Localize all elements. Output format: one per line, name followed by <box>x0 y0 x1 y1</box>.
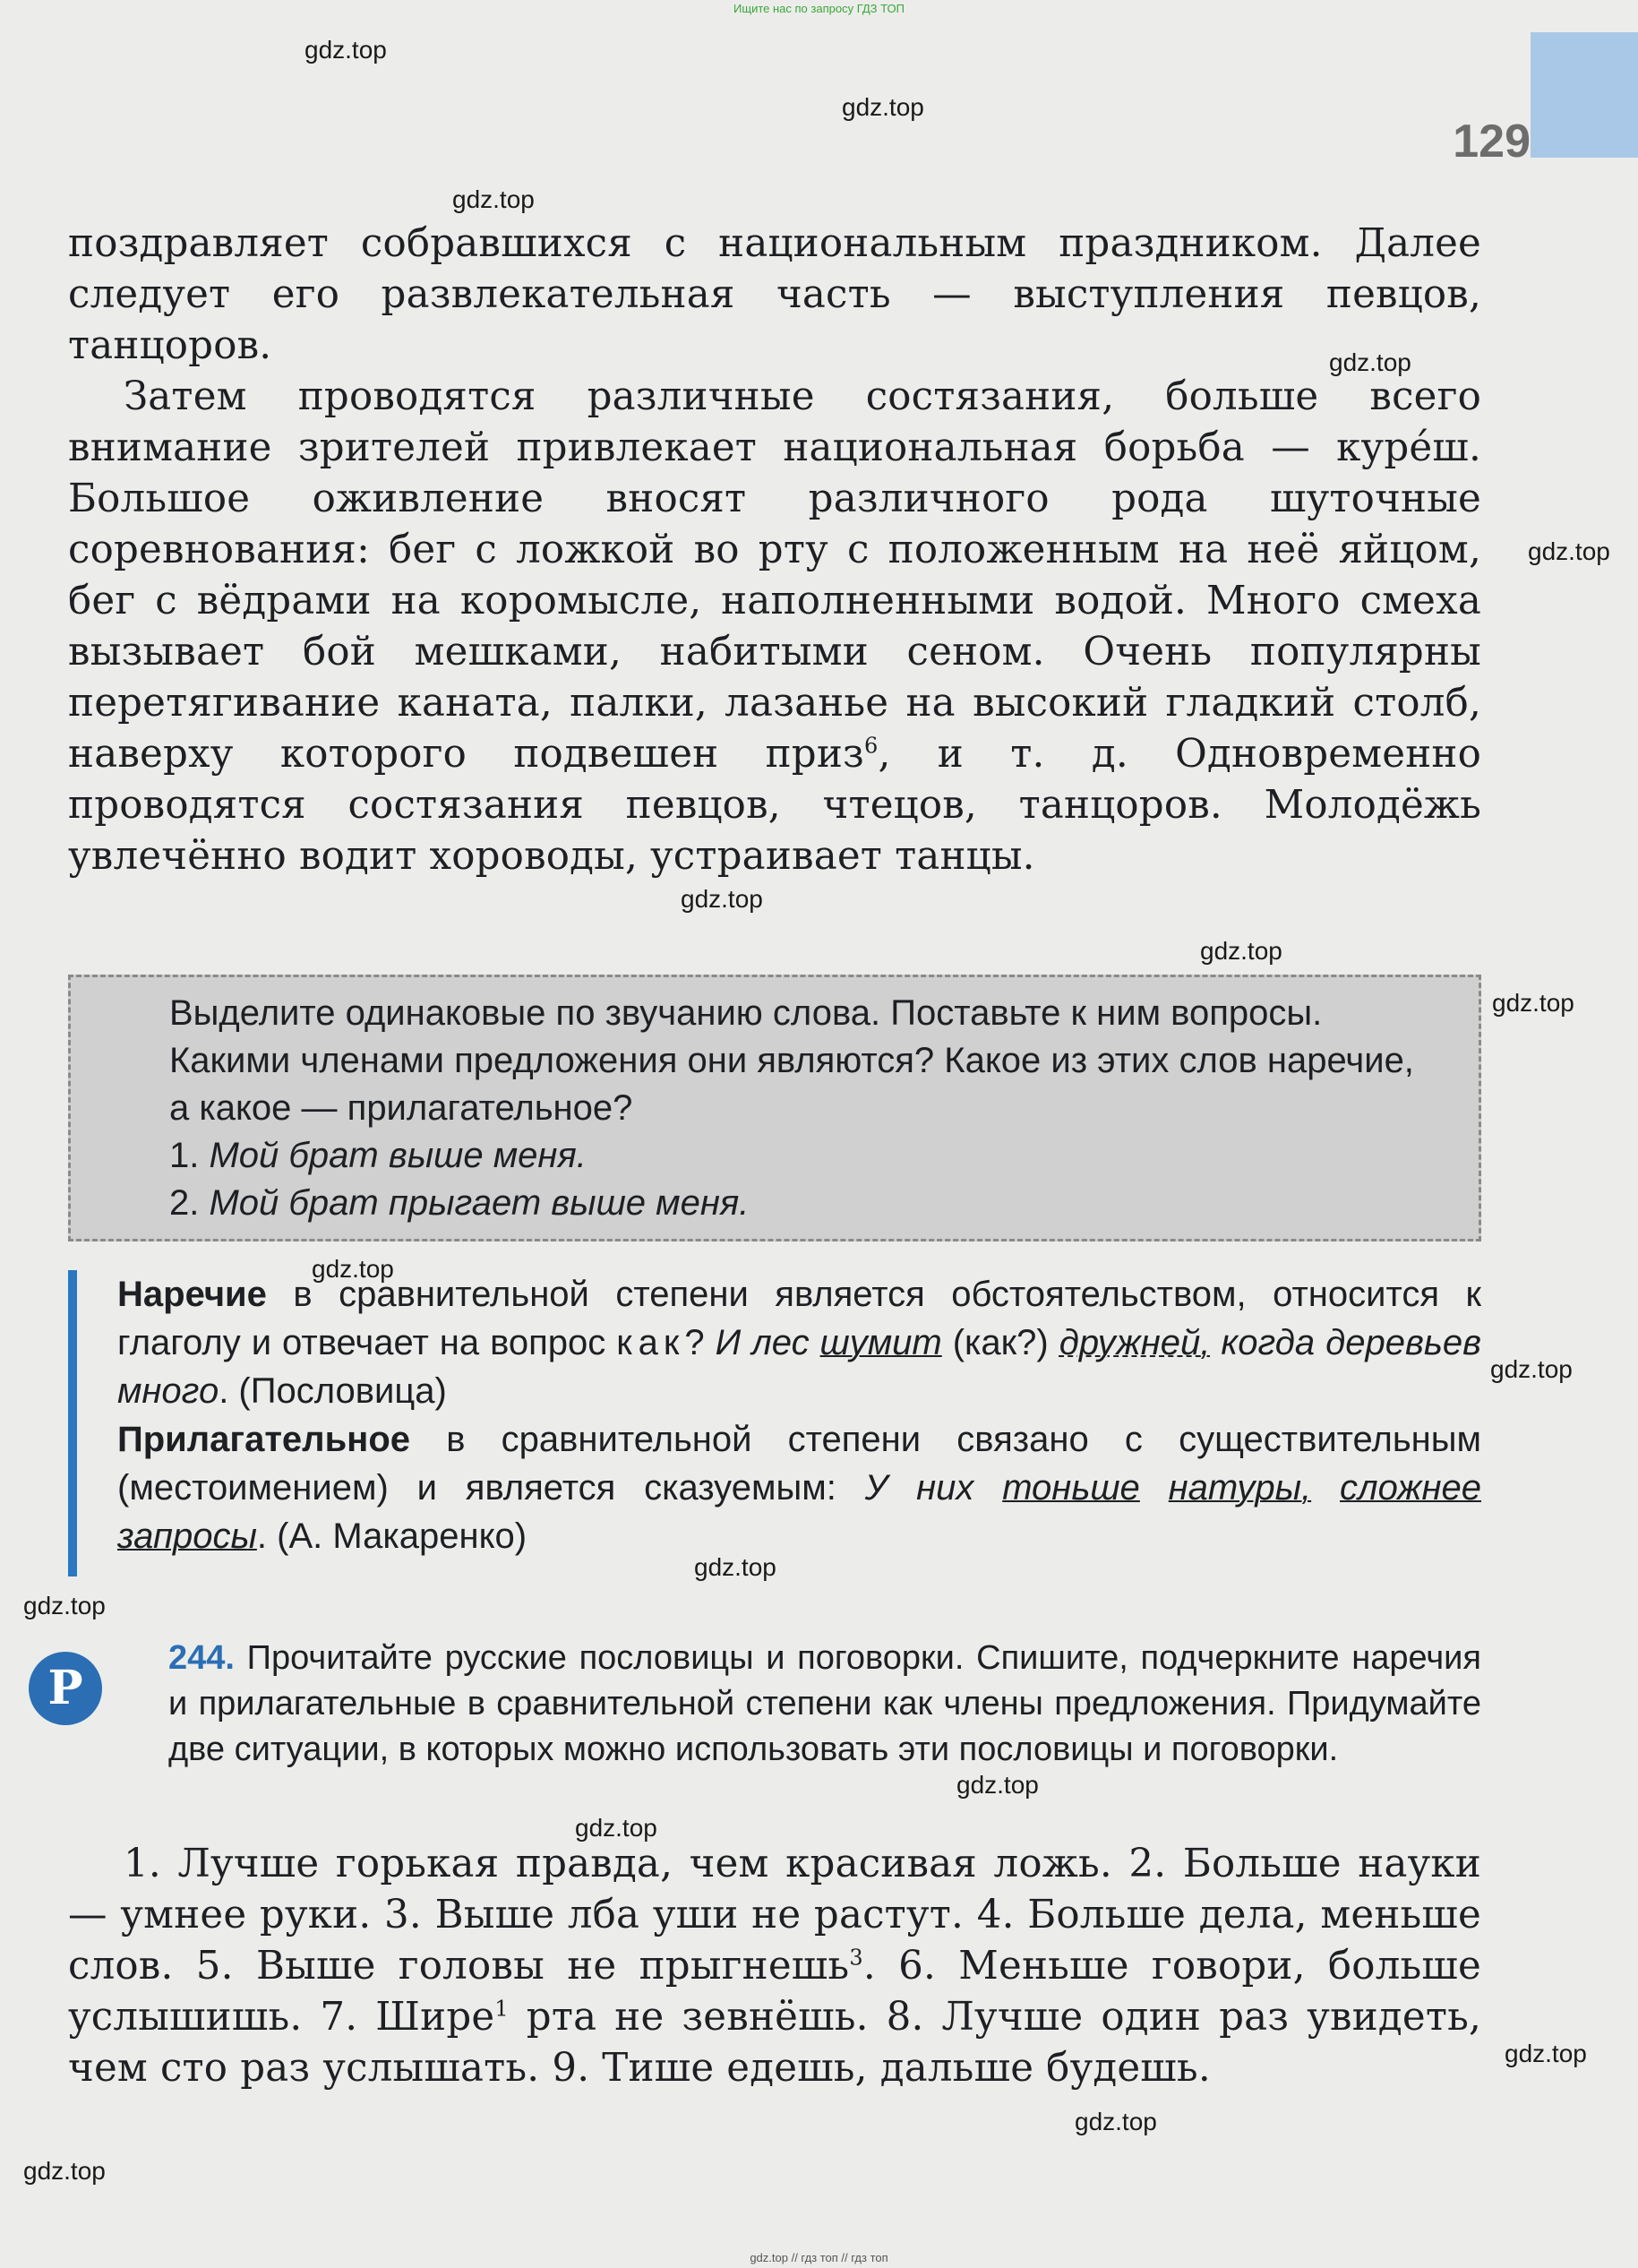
exercise-box <box>68 975 1481 1241</box>
watermark: gdz.top <box>956 1771 1039 1799</box>
underlined-word: тоньше <box>1002 1468 1140 1508</box>
text-span: Затем проводятся различные состязания, больше всего внимание зрителей привлекает национальная борьба — курéш. Большое оживление вносят различного рода шуточные соревнования: бег с ложкой во рту с положенным на неё яйцом, бег с вёдрами на коромысле, наполненными водой. Много смеха вызывает бой мешками, набитыми сеном. Очень популярны перетягивание каната, палки, лазанье на высокий гладкий столб, наверху которого подвешен приз <box>68 374 1481 777</box>
watermark: gdz.top <box>681 885 763 913</box>
rule-term: Наречие <box>117 1275 267 1314</box>
grammar-rule <box>68 1270 1481 1576</box>
underlined-word: запросы <box>117 1516 257 1556</box>
top-note: Ищите нас по запросу ГДЗ ТОП <box>733 2 905 15</box>
footnote-mark: 6 <box>863 733 879 759</box>
paragraph: поздравляет собравшихся с национальным праздником. Далее следует его развлекательная часть — выступления певцов, танцоров. <box>68 221 1481 368</box>
watermark: gdz.top <box>1492 989 1574 1017</box>
text-span: рта не зевнёшь. 8. Лучше один раз увидеть, чем сто раз услышать. 9. Тише едешь, дальше будешь. <box>68 1995 1481 2091</box>
rule-bar <box>68 1270 77 1576</box>
page-tab <box>1531 32 1638 158</box>
rule-term: Прилагательное <box>117 1420 411 1459</box>
footnote-mark: 3 <box>849 1945 863 1971</box>
watermark: gdz.top <box>1200 937 1282 965</box>
paragraph <box>68 372 1481 882</box>
text-span: (как?) <box>941 1323 1059 1362</box>
text-span: в сравнительной степени является обстоятельством, относится к глаголу и отвечает на вопрос <box>117 1275 1481 1362</box>
underlined-word: сложнее <box>1340 1468 1481 1508</box>
watermark: gdz.top <box>694 1553 776 1581</box>
task-number: 244. <box>168 1639 235 1677</box>
text-span: ? <box>684 1323 716 1362</box>
bottom-note: gdz.top // гдз топ // гдз топ <box>750 2251 888 2264</box>
example-sentence <box>169 1180 1434 1227</box>
watermark: gdz.top <box>1528 537 1610 565</box>
text-span: . (Пословица) <box>219 1371 447 1411</box>
text-span: 1. Лучше горькая правда, чем красивая ложь. 2. Больше науки — умнее руки. 3. Выше лба уши не растут. 4. Больше дела, меньше слов. 5. Выше головы не прыгнешь <box>68 1842 1481 1989</box>
watermark: gdz.top <box>23 1592 106 1619</box>
watermark: gdz.top <box>1490 1355 1573 1383</box>
russian-badge-icon: Р <box>29 1652 102 1725</box>
item-text: Мой брат прыгает выше меня. <box>209 1183 750 1223</box>
text-span: , и т. д. Одновременно проводятся состязания певцов, чтецов, танцоров. Молодёжь увлечённо водит хороводы, устраивает танцы. <box>68 732 1481 879</box>
item-text: Мой брат выше меня. <box>209 1136 587 1175</box>
text-span: У них <box>864 1468 1003 1508</box>
watermark: gdz.top <box>312 1255 394 1283</box>
exercise-question: Выделите одинаковые по звучанию слова. Поставьте к ним вопросы. Какими членами предложения они являются? Какое из этих слов наречие, а какое — прилагательное? <box>169 993 1414 1128</box>
rule-adjective <box>117 1415 1481 1560</box>
footnote-mark: 1 <box>494 1996 509 2022</box>
task-text <box>168 1636 1481 1773</box>
watermark: gdz.top <box>1075 2108 1157 2135</box>
text-span: как <box>616 1323 685 1362</box>
watermark: gdz.top <box>304 36 387 64</box>
example-sentence <box>169 1132 1434 1180</box>
page-number: 129 <box>1453 116 1531 168</box>
watermark: gdz.top <box>1329 348 1411 376</box>
text-span: И лес <box>715 1323 820 1362</box>
watermark: gdz.top <box>23 2157 106 2185</box>
rule-adverb <box>117 1270 1481 1415</box>
watermark: gdz.top <box>452 185 535 213</box>
item-number: 1. <box>169 1136 200 1175</box>
paragraph <box>68 1839 1481 2094</box>
text-span: . 6. Меньше говори, больше услышишь. 7. Шире <box>68 1944 1481 2040</box>
underlined-word: шумит <box>819 1323 942 1362</box>
task-244 <box>29 1636 1481 1824</box>
text-span: когда деревьев много <box>117 1323 1481 1411</box>
proverbs-text <box>68 1839 1481 2094</box>
text-span: . (А. Макаренко) <box>256 1516 527 1556</box>
underlined-word: дружней, <box>1059 1323 1211 1362</box>
text-span: в сравнительной степени связано с существительным (местоимением) и является сказуемым: <box>117 1420 1481 1508</box>
text-span: Прочитайте русские пословицы и поговорки. Спишите, подчеркните наречия и прилагательные в сравнительной степени как члены предложения. Придумайте две ситуации, в которых можно использовать эти пословицы и поговорки. <box>168 1639 1481 1768</box>
main-text <box>68 219 1481 882</box>
watermark: gdz.top <box>575 1814 657 1842</box>
watermark: gdz.top <box>1505 2040 1587 2067</box>
watermark: gdz.top <box>842 93 924 121</box>
underlined-word: натуры, <box>1168 1468 1312 1508</box>
item-number: 2. <box>169 1183 200 1223</box>
